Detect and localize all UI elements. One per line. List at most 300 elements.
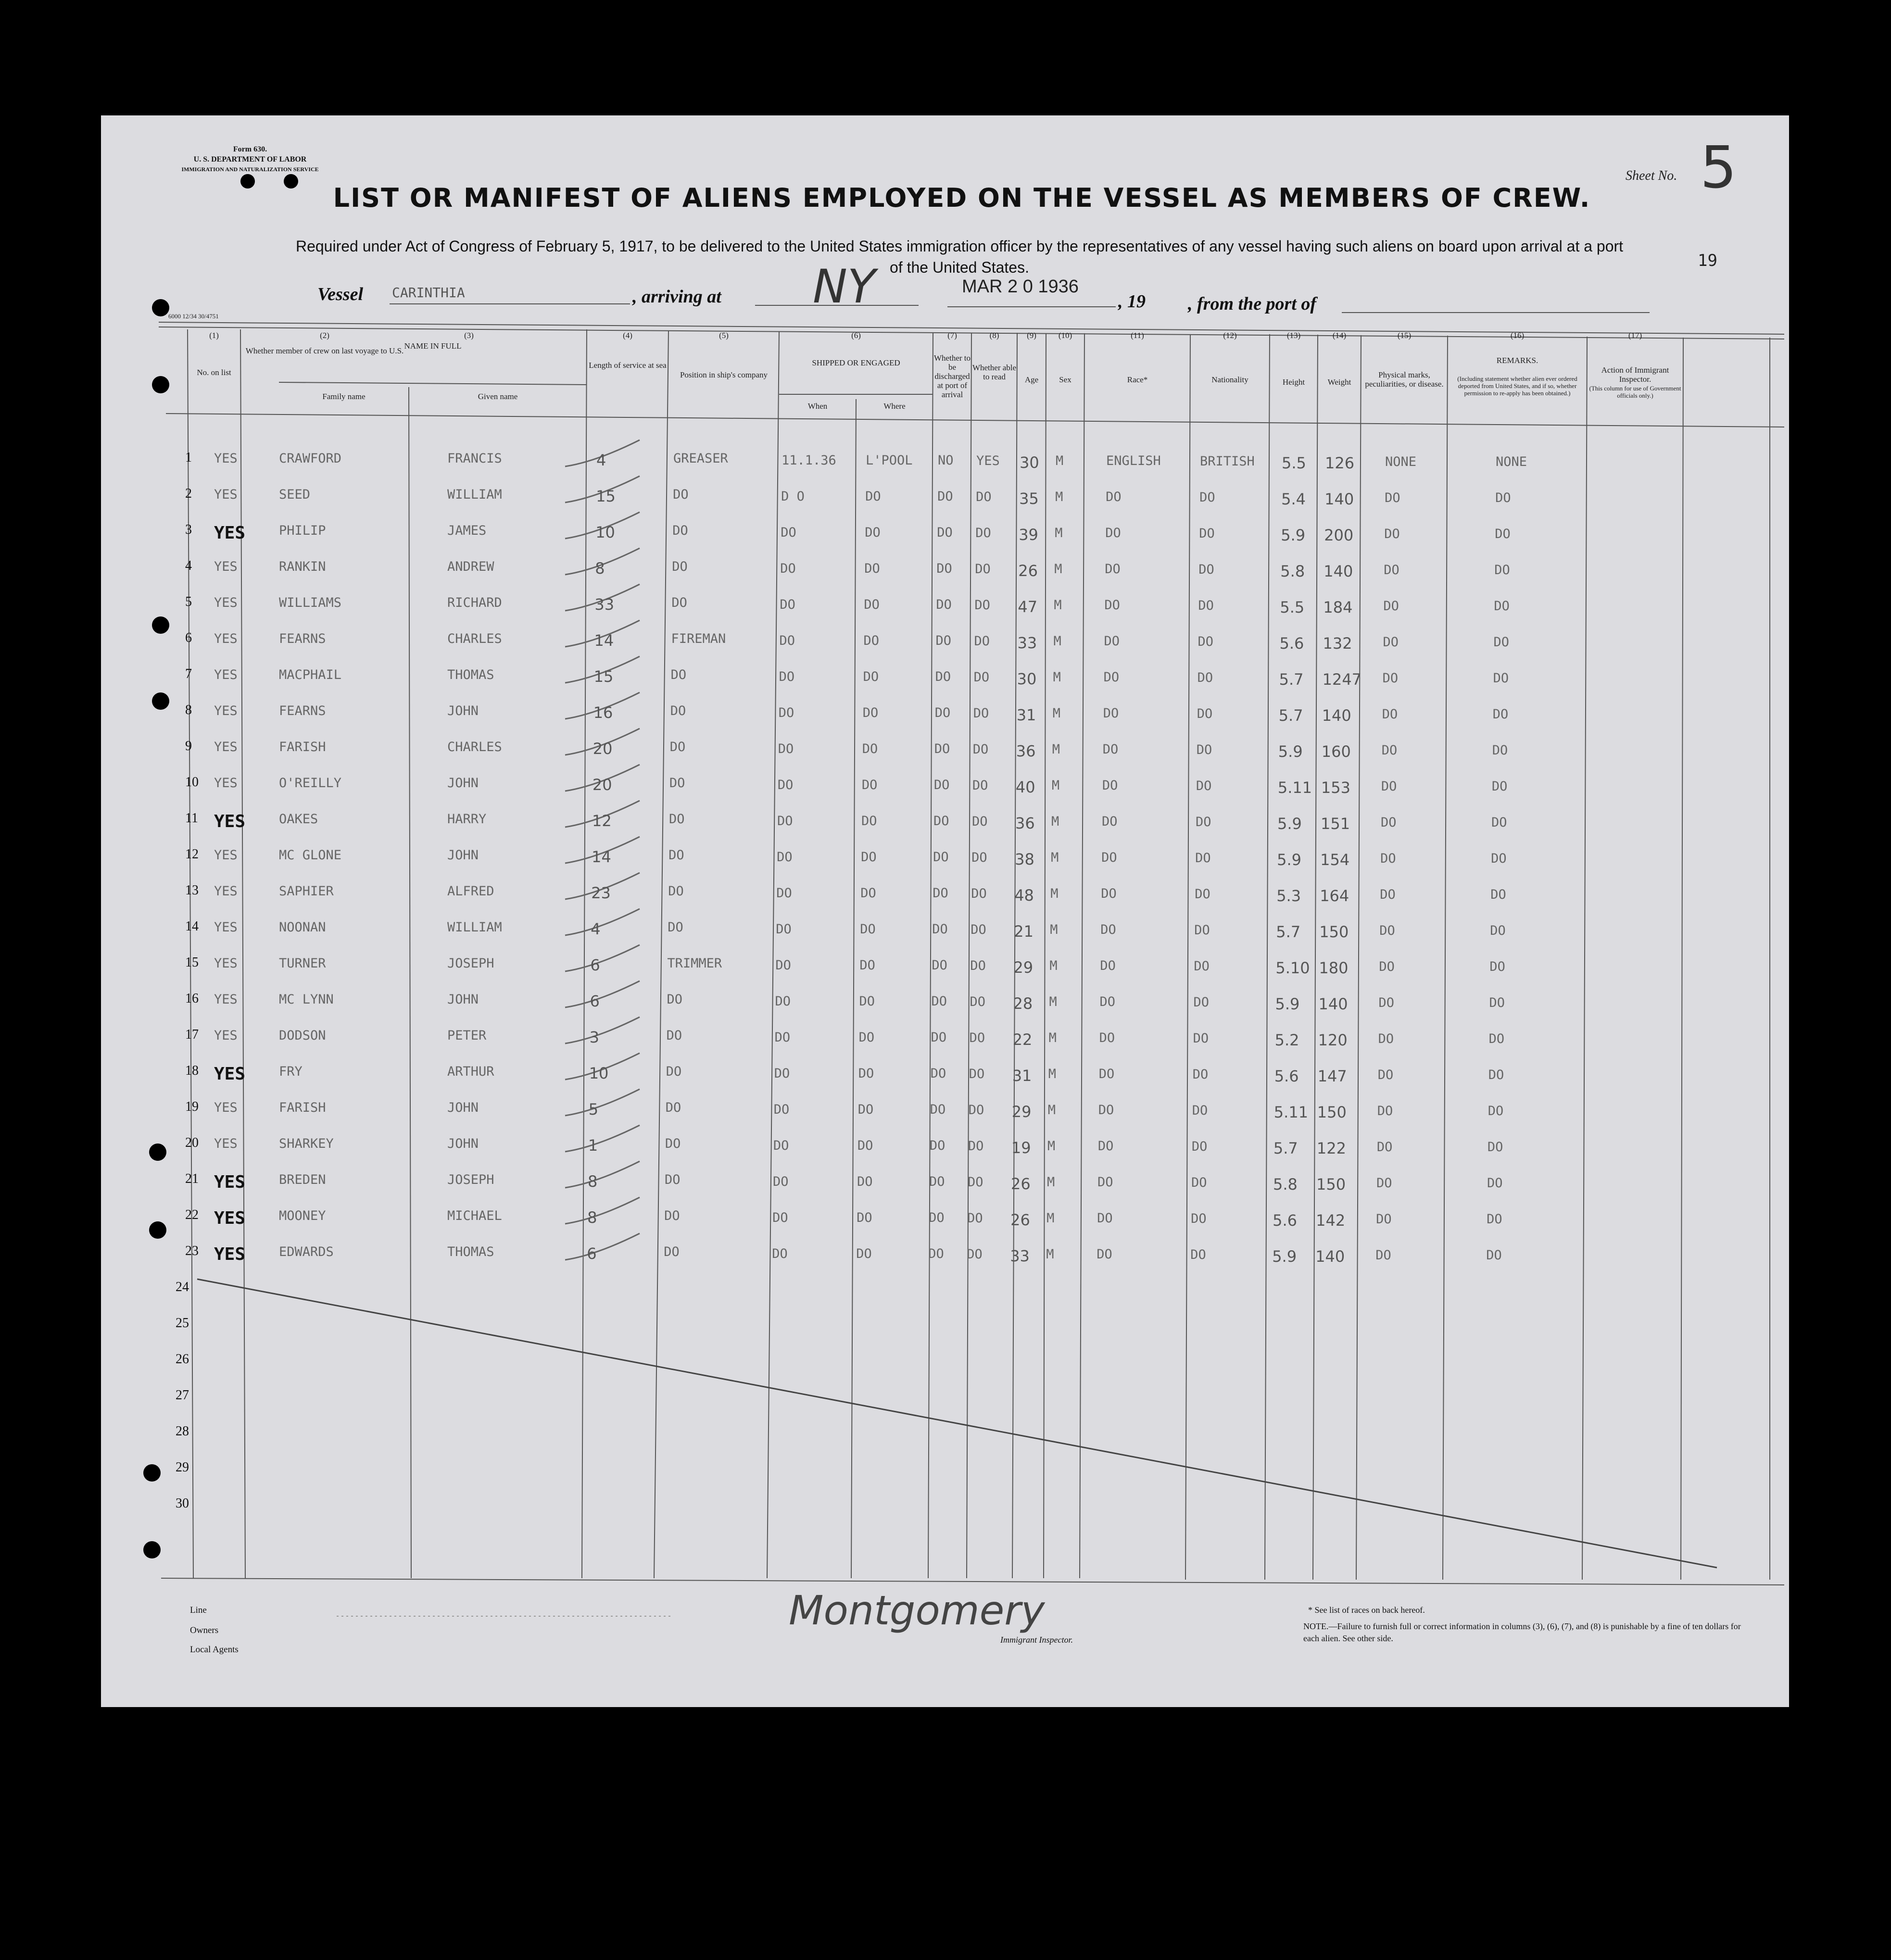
cell-weight: 140 <box>1315 1247 1345 1266</box>
cell-where: DO <box>861 778 878 792</box>
column-number: (8) <box>989 331 999 340</box>
cell-age: 26 <box>1011 1175 1031 1193</box>
cell-where: DO <box>862 705 879 720</box>
cell-nationality: DO <box>1199 526 1215 541</box>
column-header: Age <box>1024 375 1039 384</box>
cell-family: RANKIN <box>279 559 326 574</box>
cell-marks: DO <box>1385 490 1400 505</box>
cell-sex: M <box>1051 778 1060 793</box>
cell-age: 35 <box>1019 490 1039 508</box>
column-number: (11) <box>1131 331 1144 340</box>
cell-sex: M <box>1054 562 1062 577</box>
column-number: (16) <box>1510 331 1525 340</box>
table-row <box>101 483 1789 517</box>
cell-remarks: DO <box>1491 851 1507 866</box>
cell-family: EDWARDS <box>279 1244 334 1259</box>
column-number: (3) <box>464 331 474 340</box>
empty-row-number: 30 <box>176 1496 189 1511</box>
cell-read: DO <box>973 670 990 685</box>
cell-given: JAMES <box>447 523 487 538</box>
table-row <box>101 1205 1789 1238</box>
cell-weight: 200 <box>1324 526 1354 544</box>
cell-service: 6 <box>590 992 600 1010</box>
cell-prev: YES <box>214 487 238 502</box>
row-number: 11 <box>185 811 198 826</box>
cell-where: DO <box>865 489 881 504</box>
row-number: 5 <box>185 594 192 609</box>
cell-family: CRAWFORD <box>279 451 342 466</box>
cell-position: DO <box>665 1172 681 1187</box>
row-number: 18 <box>185 1063 199 1078</box>
cell-prev: YES <box>214 451 238 466</box>
cell-age: 28 <box>1013 994 1033 1013</box>
table-row <box>101 591 1789 625</box>
cell-age: 33 <box>1010 1247 1030 1265</box>
cell-age: 30 <box>1020 453 1039 472</box>
row-number: 2 <box>185 486 192 501</box>
table-row <box>101 1024 1789 1058</box>
column-header: Physical marks, peculiarities, or disease. <box>1365 370 1444 389</box>
cell-discharged: DO <box>933 850 949 865</box>
cell-when: DO <box>776 886 792 901</box>
cell-age: 22 <box>1012 1030 1033 1049</box>
cell-nationality: DO <box>1197 670 1213 685</box>
cell-position: DO <box>666 1028 682 1043</box>
cell-weight: 140 <box>1322 706 1351 725</box>
cell-family: SAPHIER <box>279 884 334 899</box>
cell-where: DO <box>857 1102 874 1117</box>
row-number: 8 <box>185 703 192 717</box>
cell-position: DO <box>670 667 687 682</box>
cell-marks: DO <box>1380 887 1396 902</box>
cell-sex: M <box>1048 1030 1057 1045</box>
cell-family: MACPHAIL <box>279 667 342 682</box>
cell-service: 20 <box>592 776 612 794</box>
cell-prev: YES <box>214 1208 246 1228</box>
cell-family: FRY <box>279 1064 303 1079</box>
row-number: 7 <box>185 666 192 681</box>
binder-hole <box>152 376 169 393</box>
cell-age: 26 <box>1010 1211 1030 1229</box>
cell-where: DO <box>861 814 877 829</box>
race-note: * See list of races on back hereof. <box>1308 1605 1425 1615</box>
cell-discharged: DO <box>930 1066 946 1081</box>
cell-remarks: DO <box>1493 635 1510 650</box>
cell-sex: M <box>1055 490 1063 504</box>
cell-read: DO <box>975 562 991 577</box>
cell-age: 33 <box>1017 634 1037 652</box>
cell-age: 29 <box>1011 1103 1032 1121</box>
local-agents-label: Local Agents <box>190 1645 239 1655</box>
footer-rules <box>337 1615 673 1618</box>
cell-where: DO <box>856 1246 872 1261</box>
cell-race: ENGLISH <box>1106 453 1161 468</box>
cell-height: 5.4 <box>1281 490 1306 508</box>
page-number: 19 <box>1698 251 1717 270</box>
cell-read: YES <box>976 453 1000 468</box>
column-number: (15) <box>1397 331 1412 340</box>
column-header: Length of service at sea <box>589 361 667 370</box>
column-header: Action of Immigrant Inspector. <box>1601 365 1669 384</box>
row-number: 9 <box>185 739 192 754</box>
cell-service: 4 <box>591 920 601 938</box>
cell-nationality: DO <box>1197 706 1213 721</box>
empty-row-number: 28 <box>176 1424 189 1439</box>
cell-family: FARISH <box>279 1100 326 1115</box>
cell-weight: 184 <box>1323 598 1353 616</box>
column-header: Position in ship's company <box>680 370 768 379</box>
cell-remarks: DO <box>1487 1212 1502 1227</box>
cell-sex: M <box>1046 1211 1055 1226</box>
cell-given: WILLIAM <box>447 487 502 502</box>
cell-when: DO <box>772 1210 788 1225</box>
cell-position: DO <box>667 992 683 1007</box>
cell-marks: DO <box>1384 527 1400 541</box>
cell-sex: M <box>1047 1175 1055 1190</box>
cell-marks: NONE <box>1385 454 1417 469</box>
cell-family: NOONAN <box>279 920 326 935</box>
cell-when: DO <box>781 525 796 540</box>
cell-height: 5.11 <box>1277 779 1312 797</box>
cell-read: DO <box>974 634 990 649</box>
cell-when: DO <box>779 633 795 648</box>
cell-race: DO <box>1097 1247 1112 1262</box>
row-number: 13 <box>185 883 199 898</box>
cell-given: JOHN <box>447 1100 479 1115</box>
cell-position: GREASER <box>673 451 728 466</box>
cell-family: SHARKEY <box>279 1136 334 1151</box>
empty-row-number: 27 <box>176 1388 189 1403</box>
cell-weight: 150 <box>1319 923 1349 941</box>
cell-position: DO <box>664 1244 680 1259</box>
cell-nationality: DO <box>1196 779 1212 793</box>
cell-read: DO <box>972 742 989 757</box>
cell-position: DO <box>665 1100 681 1115</box>
cell-service: 14 <box>592 848 611 866</box>
cell-when: DO <box>778 705 794 720</box>
form-number: Form 630. <box>233 145 267 153</box>
cell-where: DO <box>858 1066 874 1081</box>
cell-race: DO <box>1105 562 1121 577</box>
column-header: REMARKS. <box>1496 356 1538 365</box>
cell-weight: 160 <box>1321 742 1351 761</box>
cell-family: BREDEN <box>279 1172 326 1187</box>
cell-marks: DO <box>1381 743 1398 758</box>
cell-remarks: NONE <box>1496 454 1527 469</box>
cell-race: DO <box>1102 814 1118 829</box>
cell-discharged: DO <box>937 489 953 504</box>
column-subheader: Family name <box>322 392 366 401</box>
cell-family: DODSON <box>279 1028 326 1043</box>
cell-weight: 150 <box>1316 1175 1346 1194</box>
cell-position: DO <box>666 1064 682 1079</box>
department: U. S. DEPARTMENT OF LABOR <box>193 155 307 163</box>
cell-race: DO <box>1102 742 1119 757</box>
cell-prev: YES <box>214 740 238 754</box>
cell-marks: DO <box>1382 671 1399 686</box>
empty-row-number: 25 <box>176 1316 189 1331</box>
sheet-label: Sheet No. <box>1626 168 1677 183</box>
row-number: 12 <box>185 847 199 862</box>
cell-where: DO <box>857 1138 873 1153</box>
cell-given: THOMAS <box>447 1244 494 1259</box>
cell-weight: 120 <box>1318 1031 1348 1049</box>
table-row <box>101 772 1789 805</box>
cell-sex: M <box>1047 1103 1056 1118</box>
cell-age: 36 <box>1016 742 1036 760</box>
cell-sex: M <box>1051 814 1059 829</box>
cell-given: JOHN <box>447 848 479 863</box>
cell-given: PETER <box>447 1028 487 1043</box>
cell-given: CHARLES <box>447 740 502 754</box>
cell-weight: 147 <box>1317 1067 1347 1085</box>
cell-position: DO <box>665 1136 681 1151</box>
cell-when: DO <box>777 850 793 865</box>
cell-read: DO <box>967 1247 983 1262</box>
table-row <box>101 519 1789 553</box>
cell-weight: 150 <box>1317 1103 1347 1121</box>
cell-height: 5.10 <box>1275 959 1310 977</box>
year-label: , 19 <box>1118 291 1146 312</box>
cell-service: 8 <box>595 559 605 578</box>
cell-race: DO <box>1103 706 1119 721</box>
cell-where: DO <box>860 922 876 937</box>
cell-marks: DO <box>1380 851 1396 866</box>
cell-discharged: DO <box>933 778 950 792</box>
cell-nationality: DO <box>1199 490 1215 505</box>
cell-prev: YES <box>214 523 246 543</box>
cell-sex: M <box>1049 958 1058 973</box>
cell-service: 14 <box>594 631 614 650</box>
cell-discharged: DO <box>931 994 947 1009</box>
cell-position: DO <box>664 1208 680 1223</box>
cell-prev: YES <box>214 704 238 718</box>
row-number: 4 <box>185 558 192 573</box>
cell-sex: M <box>1047 1139 1056 1154</box>
cell-family: MOONEY <box>279 1208 326 1223</box>
cell-sex: M <box>1050 886 1059 901</box>
cell-nationality: DO <box>1198 598 1214 613</box>
cell-family: FEARNS <box>279 631 326 646</box>
cell-nationality: BRITISH <box>1200 454 1255 469</box>
cell-service: 15 <box>596 487 616 505</box>
service-name: IMMIGRATION AND NATURALIZATION SERVICE <box>181 166 319 173</box>
table-row <box>101 916 1789 950</box>
cell-service: 6 <box>587 1244 597 1263</box>
cell-nationality: DO <box>1195 851 1211 866</box>
cell-height: 5.5 <box>1280 598 1305 616</box>
cell-height: 5.3 <box>1276 887 1301 905</box>
cell-where: DO <box>857 1210 872 1225</box>
cell-marks: DO <box>1382 707 1398 722</box>
table-row <box>101 664 1789 697</box>
cell-where: DO <box>862 741 878 756</box>
table-row <box>101 555 1789 589</box>
cell-marks: DO <box>1379 959 1395 974</box>
cell-where: DO <box>864 561 880 576</box>
cell-when: 11.1.36 <box>782 453 836 468</box>
cell-when: DO <box>776 922 792 937</box>
owners-label: Owners <box>190 1625 219 1635</box>
binder-hole <box>152 299 169 316</box>
cell-marks: DO <box>1378 995 1395 1010</box>
cell-given: ALFRED <box>447 884 494 899</box>
cell-service: 6 <box>590 956 600 974</box>
cell-given: FRANCIS <box>447 451 502 466</box>
cell-remarks: DO <box>1488 1104 1504 1118</box>
cell-age: 30 <box>1017 670 1037 688</box>
cell-where: DO <box>857 1174 873 1189</box>
cell-sex: M <box>1056 453 1064 468</box>
cell-discharged: DO <box>933 814 949 829</box>
cell-where: DO <box>859 994 875 1009</box>
cell-given: CHARLES <box>447 631 502 646</box>
cell-weight: 140 <box>1318 995 1348 1013</box>
cell-remarks: DO <box>1489 959 1505 974</box>
cell-read: DO <box>972 778 988 793</box>
cell-position: DO <box>671 595 687 610</box>
cell-given: ARTHUR <box>447 1064 494 1079</box>
cell-race: DO <box>1104 598 1120 613</box>
cell-remarks: DO <box>1489 995 1505 1010</box>
cell-where: DO <box>864 597 880 612</box>
cell-discharged: DO <box>935 633 952 648</box>
cell-remarks: DO <box>1486 1248 1502 1263</box>
arriving-label: , arriving at <box>632 287 721 307</box>
cell-prev: YES <box>214 631 238 646</box>
cell-position: DO <box>670 704 686 718</box>
cell-position: FIREMAN <box>671 631 726 646</box>
table-row <box>101 1096 1789 1130</box>
cell-age: 39 <box>1019 526 1038 544</box>
cell-age: 31 <box>1016 706 1036 724</box>
cell-height: 5.8 <box>1280 562 1305 580</box>
cell-remarks: DO <box>1494 599 1510 614</box>
cell-nationality: DO <box>1190 1247 1206 1262</box>
cell-race: DO <box>1097 1139 1114 1154</box>
cell-age: 31 <box>1012 1067 1032 1085</box>
cell-race: DO <box>1097 1211 1113 1226</box>
column-number: (9) <box>1027 331 1036 340</box>
row-number: 14 <box>185 919 199 934</box>
cell-remarks: DO <box>1491 815 1507 830</box>
cell-nationality: DO <box>1191 1175 1207 1190</box>
cell-height: 5.9 <box>1278 742 1303 761</box>
cell-weight: 153 <box>1321 779 1350 797</box>
cell-position: DO <box>668 848 684 863</box>
cell-nationality: DO <box>1192 1103 1208 1118</box>
row-number: 23 <box>185 1244 199 1258</box>
cell-service: 10 <box>589 1064 609 1082</box>
cell-race: DO <box>1098 1067 1115 1081</box>
cell-height: 5.7 <box>1276 923 1301 941</box>
binder-hole <box>152 692 169 710</box>
column-header: No. on list <box>197 368 231 377</box>
row-number: 22 <box>185 1207 199 1222</box>
table-row <box>101 988 1789 1022</box>
cell-prev: YES <box>214 812 246 831</box>
cell-discharged: DO <box>936 561 952 576</box>
cell-remarks: DO <box>1495 527 1511 541</box>
fine-note: NOTE.—Failure to furnish full or correct information in columns (3), (6), (7), and (8) is punishable by a fine of ten dollars for each alien. See other side. <box>1303 1621 1741 1643</box>
cell-nationality: DO <box>1196 815 1211 829</box>
cell-prev: YES <box>214 956 238 971</box>
column-header: Race* <box>1127 375 1148 384</box>
cell-height: 5.7 <box>1278 706 1303 725</box>
cell-discharged: DO <box>934 741 950 756</box>
cell-service: 15 <box>593 667 614 686</box>
cell-when: DO <box>773 1102 790 1117</box>
cell-marks: DO <box>1381 779 1397 794</box>
cell-when: D O <box>781 489 805 504</box>
cell-service: 10 <box>595 523 615 541</box>
cell-weight: 140 <box>1324 562 1353 580</box>
cell-weight: 132 <box>1323 634 1352 653</box>
cell-where: DO <box>863 669 879 684</box>
cell-given: WILLIAM <box>447 920 502 935</box>
column-header: Height <box>1282 377 1305 387</box>
cell-age: 19 <box>1011 1139 1031 1157</box>
cell-race: DO <box>1098 1103 1114 1118</box>
cell-when: DO <box>775 994 791 1009</box>
cell-age: 47 <box>1018 598 1038 616</box>
cell-marks: DO <box>1376 1212 1392 1227</box>
cell-given: HARRY <box>447 812 487 827</box>
cell-given: JOSEPH <box>447 956 494 971</box>
cell-age: 38 <box>1015 850 1034 868</box>
cell-prev: YES <box>214 1136 238 1151</box>
cell-remarks: DO <box>1490 887 1506 902</box>
cell-discharged: DO <box>936 597 952 612</box>
cell-when: DO <box>772 1246 788 1261</box>
binder-hole <box>240 174 255 188</box>
cell-weight: 154 <box>1320 851 1350 869</box>
cell-discharged: DO <box>932 958 947 973</box>
cell-position: DO <box>669 776 685 791</box>
cell-prev: YES <box>214 1028 238 1043</box>
column-number: (17) <box>1628 331 1642 340</box>
row-number: 15 <box>185 955 199 970</box>
cell-given: JOHN <box>447 776 479 791</box>
cell-read: DO <box>967 1211 983 1226</box>
table-row <box>101 628 1789 661</box>
cell-race: DO <box>1101 886 1117 901</box>
cell-where: L'POOL <box>866 453 913 468</box>
cell-service: 4 <box>596 451 606 469</box>
column-number: (13) <box>1286 331 1301 340</box>
cell-nationality: DO <box>1191 1139 1208 1154</box>
cell-service: 3 <box>589 1028 599 1046</box>
cell-weight: 122 <box>1316 1139 1346 1157</box>
cell-read: DO <box>974 598 990 613</box>
cell-marks: DO <box>1384 563 1399 578</box>
cell-position: TRIMMER <box>667 956 722 971</box>
cell-family: FEARNS <box>279 704 326 718</box>
vessel-name: CARINTHIA <box>392 285 465 301</box>
cell-family: O'REILLY <box>279 776 342 791</box>
cell-discharged: DO <box>928 1246 944 1261</box>
cell-weight: 142 <box>1316 1211 1346 1230</box>
cell-marks: DO <box>1378 1031 1394 1046</box>
cell-nationality: DO <box>1193 1031 1209 1046</box>
table-row <box>101 1060 1789 1094</box>
column-header: SHIPPED OR ENGAGED <box>812 358 900 367</box>
cell-family: SEED <box>279 487 311 502</box>
cell-height: 5.8 <box>1273 1175 1298 1194</box>
table-row <box>101 844 1789 878</box>
cell-position: DO <box>668 884 684 899</box>
inspector-label: Immigrant Inspector. <box>1000 1635 1073 1645</box>
